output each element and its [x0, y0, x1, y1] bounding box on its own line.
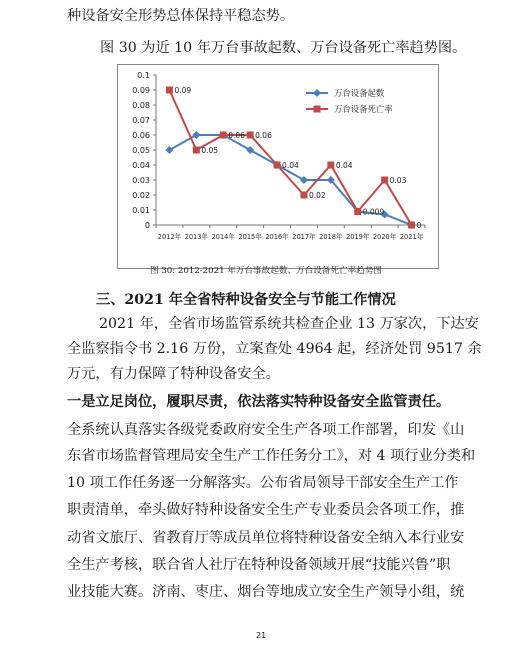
- data-point: [220, 132, 227, 139]
- x-tick-label: 2016年: [265, 233, 289, 241]
- data-point: [408, 222, 415, 229]
- legend-marker: [314, 106, 321, 113]
- x-tick-label: 2021年: [399, 233, 424, 241]
- data-label: 0.02: [308, 191, 326, 200]
- y-tick-label: 0: [144, 221, 150, 230]
- data-label: 0: [416, 221, 422, 230]
- y-tick-label: 0.02: [132, 191, 150, 200]
- x-tick-label: 2012年: [157, 233, 182, 241]
- x-tick-label: 2013年: [184, 233, 209, 241]
- data-label: 0.009: [362, 207, 385, 217]
- page-number: 21: [256, 631, 267, 640]
- data-point: [300, 176, 308, 184]
- data-label: 0.09: [174, 86, 192, 95]
- data-point: [166, 87, 173, 94]
- data-label: 0.06: [255, 131, 272, 140]
- x-tick-label: 2014年: [211, 233, 235, 241]
- data-point: [354, 208, 361, 215]
- data-point: [192, 131, 200, 139]
- data-point: [247, 132, 254, 139]
- x-tick-label: 2017年: [292, 233, 316, 241]
- bold-lead-sentence: 一是立足岗位，履职尽责，依法落实特种设备安全监管责任。: [67, 394, 451, 410]
- y-tick-label: 0.06: [132, 131, 150, 140]
- y-tick-label: 0.05: [132, 146, 150, 155]
- paragraph-3-line-5: 动省文旅厅、省教育厅等成员单位将特种设备安全纳入本行业安: [67, 530, 465, 546]
- paragraph-3-line-2: 东省市场监督管理局安全生产工作任务分工》，对 4 项行业分类和: [67, 448, 476, 464]
- y-tick-label: 0.04: [132, 161, 150, 170]
- legend-marker: [313, 89, 321, 97]
- paragraph-3-line-6: 全生产考核，联合省人社厅在特种设备领域开展“技能兴鲁”职: [67, 557, 451, 573]
- x-tick-label: 2015年: [238, 233, 262, 241]
- data-point: [300, 192, 307, 199]
- x-tick-label: 2018年: [319, 233, 343, 241]
- data-label: 0.04: [282, 161, 299, 170]
- paragraph-3-line-4: 职责清单，牵头做好特种设备安全生产专业委员会各项工作，推: [67, 502, 465, 518]
- section-heading: 三、2021 年全省特种设备安全与节能工作情况: [96, 292, 396, 308]
- y-tick-label: 0.08: [132, 101, 150, 110]
- y-tick-label: 0.03: [132, 176, 150, 185]
- y-tick-label: 0.07: [132, 116, 150, 125]
- y-tick-label: 0.01: [132, 206, 150, 215]
- x-tick-label: 2020年: [372, 233, 397, 241]
- y-tick-label: 0.09: [132, 86, 150, 95]
- trend-chart: [117, 64, 439, 269]
- data-label: 0.06: [228, 131, 245, 140]
- data-point: [327, 162, 334, 169]
- text-line-1: 种设备安全形势总体保持平稳态势。: [67, 8, 295, 24]
- paragraph-1-line-2: 全监察指令书 2.16 万份，立案查处 4964 起，经济处罚 9517 余: [67, 341, 482, 357]
- data-point: [165, 146, 173, 154]
- trend-chart-svg: [118, 65, 438, 268]
- data-point: [193, 147, 200, 154]
- x-tick-label: 2019年: [346, 233, 370, 241]
- y-tick-label: 0.1: [137, 71, 150, 80]
- legend-label: 万台设备起数: [334, 88, 385, 98]
- paragraph-3-line-7: 业技能大赛。济南、枣庄、烟台等地成立安全生产领导小组，统: [67, 584, 465, 600]
- paragraph-3-line-1: 全系统认真落实各级党委政府安全生产各项工作部署，印发《山: [67, 422, 465, 438]
- data-label: 0.05: [201, 146, 219, 155]
- figure-intro-line: 图 30 为近 10 年万台事故起数、万台设备死亡率趋势图。: [100, 40, 467, 56]
- data-point: [246, 146, 254, 154]
- data-point: [381, 177, 388, 184]
- paragraph-3-line-3: 10 项工作任务逐一分解落实。公布省局领导干部安全生产工作: [67, 475, 459, 491]
- paragraph-1-line-3: 万元，有力保障了特种设备安全。: [67, 366, 280, 382]
- data-label: 0.03: [389, 176, 407, 185]
- paragraph-1-line-1: 2021 年，全省市场监管系统共检查企业 13 万家次，下达安: [99, 316, 479, 332]
- data-point: [274, 162, 281, 169]
- legend-label: 万台设备死亡率: [334, 104, 393, 114]
- figure-caption: 图 30: 2012-2021 年万台事故起数、万台设备死亡率趋势图: [150, 266, 382, 276]
- data-label: 0.04: [335, 161, 353, 170]
